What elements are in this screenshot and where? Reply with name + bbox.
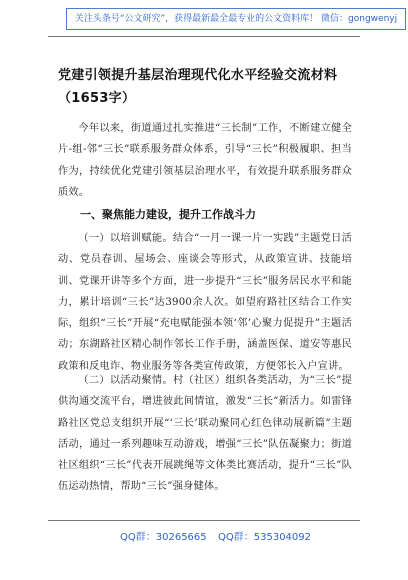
footer-divider	[48, 520, 360, 521]
intro-paragraph: 今年以来，街道通过扎实推进“三长制”工作，不断建立健全片-组-邻“三长”联系服务群众体系，引导“三长”积极履职、担当作为，持续优化党建引领基层治理水平，有效提升联系服务群众质效。	[58, 123, 352, 198]
section-heading-1: 一、聚焦能力建设，提升工作战斗力	[80, 208, 256, 221]
qq-group-left: QQ群：30265665	[120, 532, 207, 543]
qq-group-right: QQ群：535304092	[218, 532, 312, 543]
header-divider	[48, 36, 360, 37]
promo-banner: 关注头条号“公文研究”，获得最新最全最专业的公文资料库！ 微信：gongwenyj	[66, 8, 406, 30]
document-title: 党建引领提升基层治理现代化水平经验交流材料（1653字）	[58, 68, 338, 106]
footer	[0, 530, 408, 546]
paragraph-activities: （二）以活动聚情。村（社区）组织各类活动，为“三长”提供沟通交流平台，增进彼此间情谊，激发“三长”新活力。如雷锋路社区党总支组织开展“‘三长’联动聚同心红色律动展新篇”主题活动，通过一系列趣味互动游戏，增强“三长”队伍凝聚力；街道社区组织“三长”代表开展跳绳等文体类比赛活动，提升“三长”队伍运动热情，帮助“三长”强身健体。	[58, 375, 352, 493]
paragraph-training: （一）以培训赋能。结合“一月一课一片一实践”主题党日活动、党员春训、屋场会、座谈会等形式，从政策宣讲、技能培训、党课开讲等多个方面，进一步提升“三长”服务居民水平和能力，累计培训“三长”达3900余人次。如望府路社区结合工作实际，组织“三长”开展“充电赋能强本领‘邻’心聚力促提升”主题活动；东湖路社区精心制作邻长工作手册，涵盖医保、道安等惠民政策和反电诈、物业服务等各类宣传政策，方便邻长入户宣讲。	[58, 233, 352, 372]
